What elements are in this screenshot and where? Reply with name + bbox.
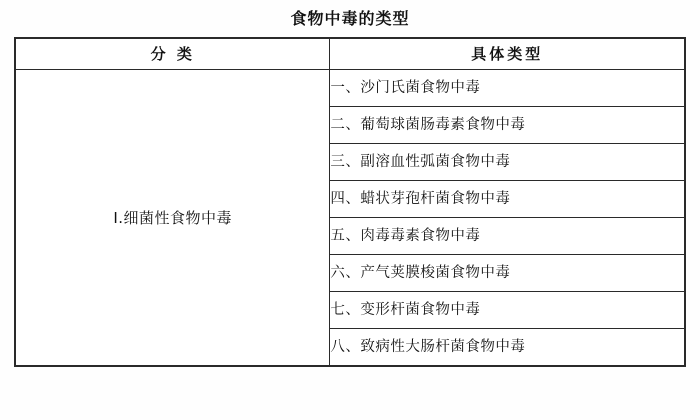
list-item: 八、致病性大肠杆菌食物中毒 [330, 329, 685, 366]
food-poisoning-table-container [14, 37, 686, 367]
list-item: 六、产气荚膜梭菌食物中毒 [330, 255, 685, 292]
list-item: 三、副溶血性弧菌食物中毒 [330, 144, 685, 181]
column-header-specific: 具体类型 [330, 39, 685, 70]
list-item: 一、沙门氏菌食物中毒 [330, 70, 685, 107]
list-item: 二、葡萄球菌肠毒素食物中毒 [330, 107, 685, 144]
table-header [16, 39, 685, 70]
list-item: 七、变形杆菌食物中毒 [330, 292, 685, 329]
food-poisoning-table [15, 38, 685, 366]
list-item: 四、蜡状芽孢杆菌食物中毒 [330, 181, 685, 218]
page-title: 食物中毒的类型 [290, 9, 410, 28]
table-body [16, 70, 685, 366]
list-item: 五、肉毒毒素食物中毒 [330, 218, 685, 255]
column-header-category: 分 类 [16, 39, 330, 70]
table-header-row [16, 39, 685, 70]
table-row [16, 70, 685, 107]
category-cell-bacterial: Ⅰ.细菌性食物中毒 [16, 70, 330, 366]
